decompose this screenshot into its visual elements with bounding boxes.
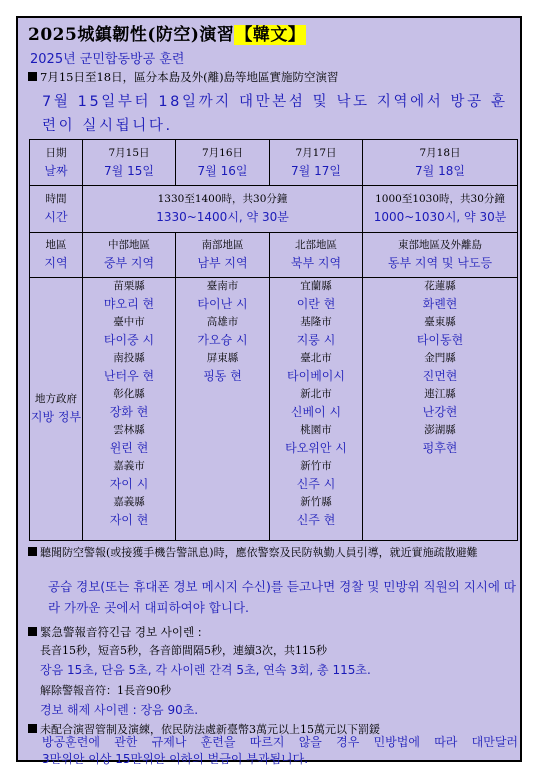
- gov-cell-south: 臺南市 타이난 시 高雄市 가오슝 시 屏東縣 핑동 현: [176, 278, 270, 541]
- bullet-square-icon: [28, 627, 37, 636]
- bullet-square-icon: [28, 724, 37, 733]
- subtitle: 2025년 군민합동방공 훈련: [30, 52, 185, 67]
- schedule-table: [29, 139, 518, 541]
- gov-cell-east-islands: 花蓮縣 화롄현 臺東縣 타이동현 金門縣 진먼현 連江縣 난강현 澎湖縣 펑후현: [363, 278, 518, 541]
- gov-cell-north: 宜蘭縣 이란 현 基隆市 지룽 시 臺北市 타이베이시 新北市 신베이 시 桃園市 타오위안 시 新竹市 신주 시 新竹縣 신주 현: [270, 278, 363, 541]
- intro-zh: 7月15日至18日，區分本島及外(離)島等地區實施防空演習: [28, 69, 339, 85]
- notice-penalty-ko-line2: 3만위안 이상 15만위안 이하의 벌금이 부과됩니다.: [42, 752, 309, 766]
- header-cell-local-government: 地方政府 지방 정부: [30, 278, 83, 541]
- siren-clear-zh: 解除警報音符：1長音90秒: [40, 684, 171, 697]
- date-cell: 7月16日 7월 16일: [176, 140, 270, 186]
- intro-ko: 7월 15일부터 18일까지 대만본섬 및 낙도 지역에서 방공 훈련이 실시됩니다.: [42, 94, 508, 134]
- notice-penalty-zh: 未配合演習管制及演練，依民防法處新臺幣3萬元以上15萬元以下罰鍰: [28, 721, 380, 737]
- bullet-square-icon: [28, 547, 37, 556]
- title-language-tag: 【韓文】: [235, 25, 306, 45]
- siren-clear-ko: 경보 해제 사이렌 : 장음 90초.: [40, 703, 199, 717]
- siren-urgent-zh: 長音15秒，短音5秒，各音節間隔5秒，連續3次，共115秒: [40, 644, 327, 657]
- notice-siren-heading: 緊急警報音符긴급 경보 사이렌 :: [28, 624, 202, 640]
- siren-urgent-ko: 장음 15초, 단음 5초, 각 사이렌 간격 5초, 연속 3회, 총 115초.: [40, 663, 371, 677]
- notice-evacuation-ko: 공습 경보(또는 휴대폰 경보 메시지 수신)를 듣고나면 경찰 및 민방위 직원의 지시에 따라 가까운 곳에서 대피하여야 합니다.: [48, 579, 516, 615]
- date-cell: 7月18日 7월 18일: [363, 140, 518, 186]
- notice-evacuation-zh: 聽聞防空警報(或接獲手機告警訊息)時，應依警察及民防執勤人員引導，就近實施疏散避難: [28, 545, 518, 561]
- header-cell-date: 日期 날짜: [30, 140, 83, 186]
- bullet-square-icon: [28, 72, 37, 81]
- table-row-local-government: [30, 278, 518, 541]
- gov-cell-central: 苗栗縣 먀오리 현 臺中市 타이중 시 南投縣 난터우 현 彰化縣 장화 현 雲林縣 윈린 현 嘉義市 자이 시 嘉義縣 자이 현: [83, 278, 176, 541]
- time-cell-afternoon: 1330至1400時，共30分鐘 1330~1400시, 약 30분: [83, 186, 363, 233]
- title-main: 2025城鎮韌性(防空)演習: [28, 25, 235, 45]
- region-cell: 北部地區 북부 지역: [270, 233, 363, 278]
- table-row-date: [30, 140, 518, 186]
- table-row-region: [30, 233, 518, 278]
- page-title: [28, 20, 306, 45]
- announcement-sheet: [16, 16, 522, 766]
- notice-penalty-ko-line1: 방공훈련에 관한 규제나 훈련을 따르지 않을 경우 민방법에 따라 대만달러: [42, 735, 518, 749]
- header-cell-region: 地區 지역: [30, 233, 83, 278]
- region-cell: 中部地區 중부 지역: [83, 233, 176, 278]
- header-cell-time: 時間 시간: [30, 186, 83, 233]
- region-cell: 南部地區 남부 지역: [176, 233, 270, 278]
- date-cell: 7月15日 7월 15일: [83, 140, 176, 186]
- date-cell: 7月17日 7월 17일: [270, 140, 363, 186]
- table-row-time: [30, 186, 518, 233]
- time-cell-morning: 1000至1030時，共30分鐘 1000~1030시, 약 30분: [363, 186, 518, 233]
- region-cell: 東部地區及外離島 동부 지역 및 낙도등: [363, 233, 518, 278]
